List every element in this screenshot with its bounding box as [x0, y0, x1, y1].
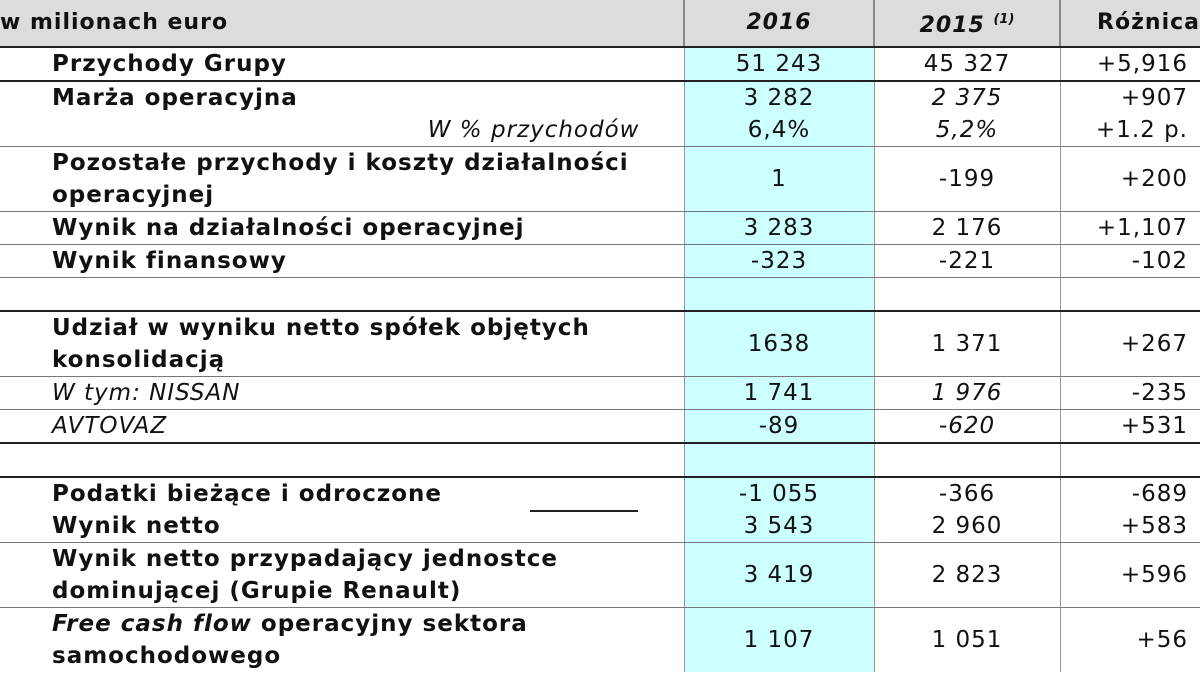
value-2016: 3 419 [684, 543, 874, 608]
row-label: Podatki bieżące i odroczone [52, 481, 443, 507]
value-2015: 1 371 [874, 311, 1060, 377]
value-2015: 2 960 [874, 510, 1060, 543]
table-row-spacer [0, 443, 1200, 477]
row-label: Marża operacyjna [52, 85, 298, 111]
value-2015: 5,2% [874, 114, 1060, 147]
row-label: Wynik na działalności operacyjnej [0, 212, 684, 245]
value-difference: +5,916 [1060, 47, 1200, 81]
row-label: Udział w wyniku netto spółek objętych konsolidacją [0, 311, 684, 377]
value-2015: 2 176 [874, 212, 1060, 245]
value-difference: -102 [1060, 245, 1200, 278]
table-row-operating-margin [0, 81, 1200, 114]
value-2016: 3 282 [684, 81, 874, 114]
table-row-revenue [0, 47, 1200, 81]
table-row-financial-result [0, 245, 1200, 278]
value-2016: -323 [684, 245, 874, 278]
table-row-net-income [0, 510, 1200, 543]
row-label [0, 608, 684, 673]
value-2016: -1 055 [684, 477, 874, 510]
spacer-cell-2016 [684, 278, 874, 312]
header-2016: 2016 [684, 0, 874, 47]
spacer-cell [874, 443, 1060, 477]
table-row-nissan [0, 377, 1200, 410]
value-difference: +583 [1060, 510, 1200, 543]
header-difference: Różnica [1060, 0, 1200, 47]
value-2015: -620 [874, 410, 1060, 444]
fcf-label-italic: Free cash flow [52, 611, 252, 637]
table-row-operating-margin-pct [0, 114, 1200, 147]
value-2015: -221 [874, 245, 1060, 278]
table-row-associates [0, 311, 1200, 377]
table-row-spacer [0, 278, 1200, 312]
table-row-taxes [0, 477, 1200, 510]
row-label: Wynik finansowy [0, 245, 684, 278]
table-row-avtovaz [0, 410, 1200, 444]
row-label: Przychody Grupy [0, 47, 684, 81]
value-2015: 2 375 [931, 85, 1003, 111]
fcf-label-rest: operacyjny sektora samochodowego [52, 611, 528, 669]
value-difference: +531 [1060, 410, 1200, 444]
row-label: W % przychodów [0, 114, 684, 147]
value-difference: -689 [1060, 477, 1200, 510]
table-row-free-cash-flow [0, 608, 1200, 673]
row-label: W tym: NISSAN [0, 377, 684, 410]
table-header-row [0, 0, 1200, 47]
spacer-cell [1060, 443, 1200, 477]
value-difference: +596 [1060, 543, 1200, 608]
value-difference: -235 [1060, 377, 1200, 410]
underline-decoration [530, 510, 638, 512]
value-2015: -199 [874, 147, 1060, 212]
value-2015: 45 327 [874, 47, 1060, 81]
value-difference: +56 [1060, 608, 1200, 673]
value-2016: 1 [684, 147, 874, 212]
value-difference: +200 [1060, 147, 1200, 212]
table-row-operating-result [0, 212, 1200, 245]
header-2015-text: 2015 [919, 13, 985, 38]
header-2015-footnote: (1) [993, 12, 1015, 27]
value-2016: -89 [684, 410, 874, 444]
table-row-net-income-parent [0, 543, 1200, 608]
value-2016: 1638 [684, 311, 874, 377]
spacer-cell [0, 278, 684, 312]
spacer-cell [874, 278, 1060, 312]
value-difference: +267 [1060, 311, 1200, 377]
value-2016: 51 243 [684, 47, 874, 81]
row-label: Pozostałe przychody i koszty działalności operacyjnej [0, 147, 684, 212]
value-2015: 1 051 [931, 627, 1003, 653]
value-difference: +1.2 p. [1060, 114, 1200, 147]
value-2015: 1 976 [874, 377, 1060, 410]
value-2016: 3 283 [684, 212, 874, 245]
value-2015: 2 823 [874, 543, 1060, 608]
spacer-cell [0, 443, 684, 477]
value-2016: 6,4% [684, 114, 874, 147]
header-2015 [874, 0, 1060, 47]
row-label: Wynik netto [0, 510, 684, 543]
spacer-cell-2016 [684, 443, 874, 477]
row-label: AVTOVAZ [0, 410, 684, 444]
value-2015: -366 [938, 481, 996, 507]
header-unit-label: w milionach euro [0, 0, 684, 47]
spacer-cell [1060, 278, 1200, 312]
row-label: Wynik netto przypadający jednostce dominującej (Grupie Renault) [0, 543, 684, 608]
value-2016: 3 543 [684, 510, 874, 543]
value-difference: +907 [1060, 81, 1200, 114]
value-difference: +1,107 [1060, 212, 1200, 245]
table-row-other-income [0, 147, 1200, 212]
value-2016: 1 741 [684, 377, 874, 410]
value-2016: 1 107 [684, 608, 874, 673]
